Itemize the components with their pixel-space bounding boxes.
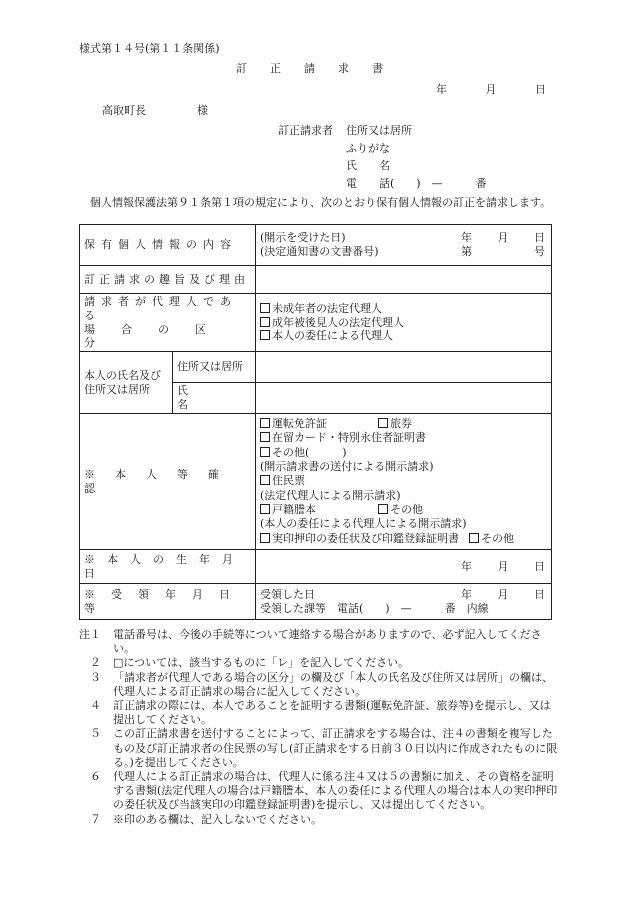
checkbox-seal-proxy[interactable]: 実印押印の委任状及び印鑑登録証明書 <box>260 532 459 545</box>
personal-info-field[interactable]: (開示を受けた日) 年 月 日 (決定通知書の文書番号) 第 号 <box>256 225 552 266</box>
checkbox-other[interactable]: その他( ) <box>260 446 547 460</box>
name-label: 氏 名 <box>346 159 390 172</box>
checkbox-passport[interactable]: 旅券 <box>378 417 412 430</box>
row-identity-check <box>80 414 552 550</box>
row-reason <box>80 266 552 294</box>
document-title: 訂 正 請 求 書 <box>236 62 389 75</box>
date-line: 年 月 日 <box>436 83 546 96</box>
label-reason: 訂正請求の趣旨及び理由 <box>80 266 256 294</box>
reason-field[interactable] <box>256 266 552 294</box>
row-receipt <box>80 584 552 620</box>
address-label: 住所又は居所 <box>346 124 412 137</box>
requester-label: 訂正請求者 <box>278 124 333 137</box>
row-agent-type <box>80 294 552 352</box>
checkbox-other-legal[interactable]: その他 <box>378 503 423 516</box>
intro-text: 個人情報保護法第９１条第１項の規定により、次のとおり保有個人情報の訂正を請求します。 <box>90 196 552 209</box>
principal-name-field[interactable] <box>256 383 552 414</box>
checkbox-delegated-agent[interactable]: 本人の委任による代理人 <box>260 329 547 343</box>
honorific: 様 <box>197 104 208 117</box>
label-birthdate: ※本人の生年月日 <box>80 550 256 584</box>
note-2: ２ □については、該当するものに「レ」を記入してください。 <box>90 656 410 670</box>
note-7: ７ ※印のある欄は、記入しないでください。 <box>90 812 322 826</box>
note-mail-request: (開示請求書の送付による開示請求) <box>260 460 434 474</box>
label-principal-address: 住所又は居所 <box>173 352 256 383</box>
phone-label: 電 話( ) — 番 <box>346 177 487 190</box>
form-number: 様式第１４号(第１１条関係) <box>79 42 220 55</box>
row-principal-address <box>80 352 552 383</box>
note-1: 注１ 電話番号は、今後の手続等について連絡する場合がありますので、必ず記入してください。 <box>79 628 542 656</box>
label-principal-name: 氏名 <box>173 383 256 414</box>
checkbox-resident-record[interactable]: 住民票 <box>260 474 547 488</box>
identity-check-options <box>256 414 552 550</box>
note-delegated-agent: (本人の委任による代理人による開示請求) <box>260 517 467 531</box>
principal-address-field[interactable] <box>256 352 552 383</box>
note-legal-agent: (法定代理人による開示請求) <box>260 488 401 502</box>
birthdate-field[interactable]: 年 月 日 <box>256 550 552 584</box>
note-4: ４ 訂正請求の際には、本人であることを証明する書類(運転免許証、旅券等)を提示し、又は提出してください。 <box>90 699 551 727</box>
note-5: ５ この訂正請求書を送付することによって、訂正請求をする場合は、注４の書類を複写したもの及び訂正請求者の住民票の写し(訂正請求をする日前３０日以内に作成されたものに限る。)を提出してください。 <box>90 727 558 769</box>
label-receipt: ※受領年月日等 <box>80 584 256 620</box>
label-personal-info: 保有個人情報の内容 <box>84 238 237 252</box>
receipt-field: 受領した日 年 月 日 受領した課等 電話( ) — 番 内線 <box>256 584 552 620</box>
checkbox-residence-card[interactable]: 在留カード・特別永住者証明書 <box>260 431 547 445</box>
row-personal-info <box>80 225 552 266</box>
checkbox-minor-guardian[interactable]: 未成年者の法定代理人 <box>260 302 547 316</box>
label-personal-info-cell <box>80 225 256 266</box>
addressee: 高取町長 <box>102 104 146 117</box>
furigana-label: ふりがな <box>346 142 390 155</box>
request-table <box>79 224 552 620</box>
note-3: ３ 「請求者が代理人である場合の区分」の欄及び「本人の氏名及び住所又は居所」の欄は、代理人による訂正請求の場合に記入してください。 <box>90 670 553 698</box>
notes-section <box>79 628 559 827</box>
note-6: ６ 代理人による訂正請求の場合は、代理人に係る注４又は５の書類に加え、その資格を証明する書類(法定代理人の場合は戸籍謄本、本人の委任による代理人の場合は本人の実印押印の委任状及び当該実印の印鑑登録証明書)を提示し、又は提出してください。 <box>90 770 558 812</box>
label-agent-type: 請求者が代理人である 場合の区分 <box>80 294 256 352</box>
agent-type-options <box>256 294 552 352</box>
checkbox-license[interactable]: 運転免許証 <box>260 417 378 431</box>
row-birthdate <box>80 550 552 584</box>
checkbox-adult-guardian[interactable]: 成年被後見人の法定代理人 <box>260 316 547 330</box>
checkbox-koseki[interactable]: 戸籍謄本 <box>260 503 378 517</box>
label-principal: 本人の氏名及び住所又は居所 <box>80 352 173 414</box>
label-identity-check: ※本人等確認 <box>80 414 256 550</box>
checkbox-other-delegate[interactable]: その他 <box>469 532 514 545</box>
